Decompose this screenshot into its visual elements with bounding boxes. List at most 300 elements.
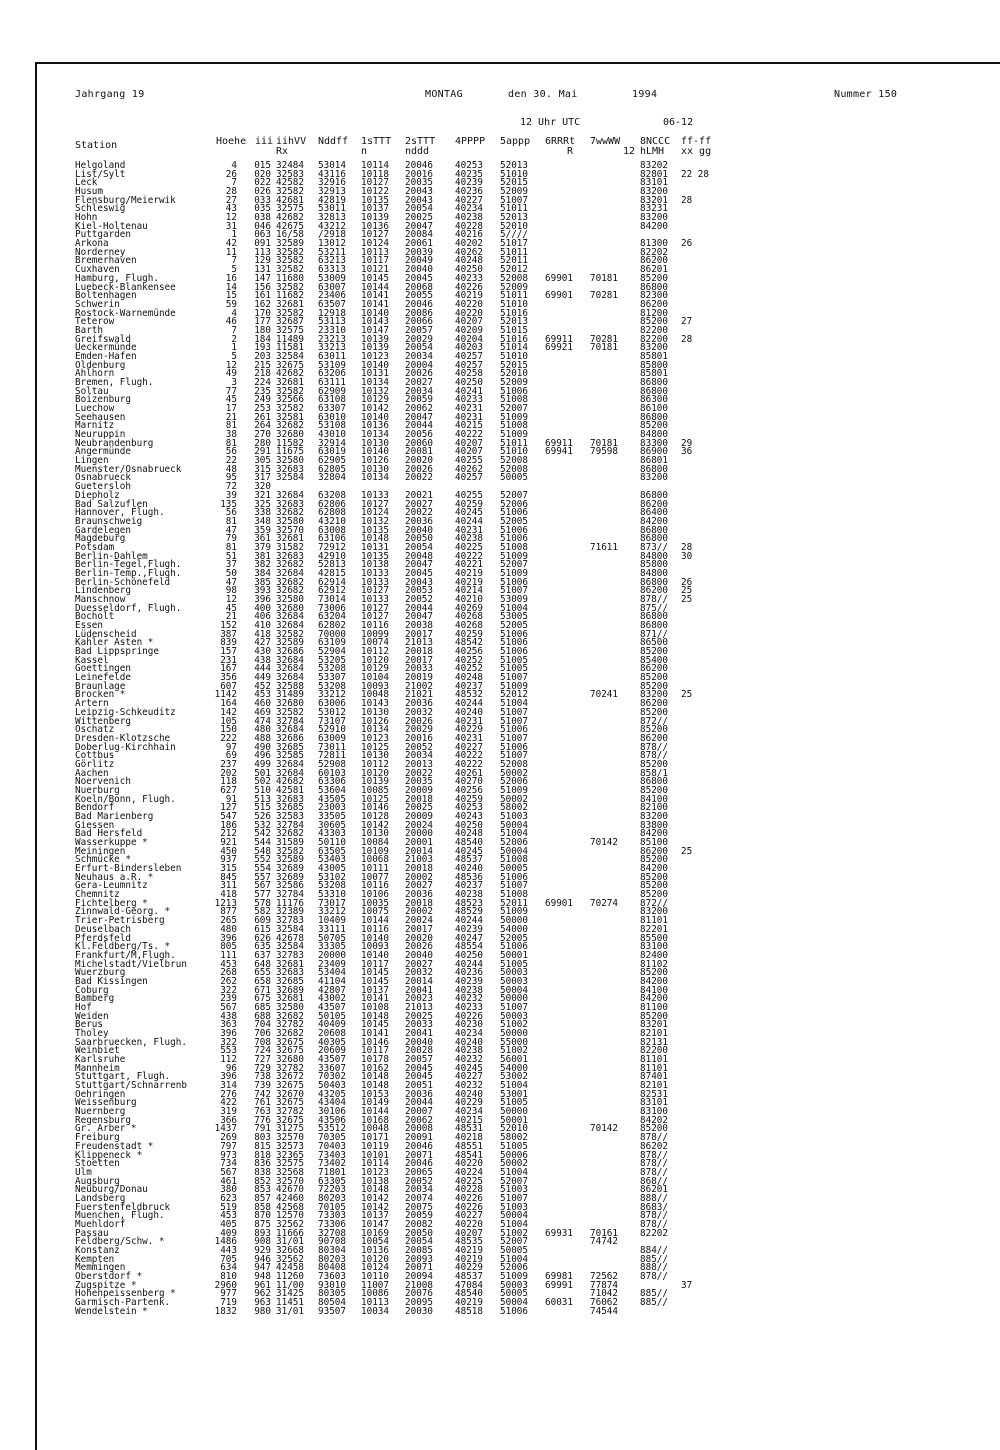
cell-8nccc: 878//	[640, 1132, 668, 1144]
cell-4pppp: 40215	[455, 420, 483, 432]
cell-8nccc: 885//	[640, 1253, 668, 1265]
cell-4pppp: 40257	[455, 472, 483, 484]
cell-1sttt: 10113	[361, 1297, 389, 1309]
cell-5appp: 51009	[500, 906, 528, 918]
cell-4pppp: 48537	[455, 1271, 483, 1283]
cell-iihvv: 32582	[276, 264, 304, 276]
cell-5appp: 50002	[500, 767, 528, 779]
cell-2sttt: 20059	[405, 394, 433, 406]
col-nddff: Nddff	[318, 136, 349, 147]
cell-station: Klippeneck *	[75, 1149, 143, 1161]
cell-1sttt: 10145	[361, 1019, 389, 1031]
cell-8nccc: 85200	[640, 672, 668, 684]
cell-1sttt: 10140	[361, 359, 389, 371]
cell-2sttt: 20059	[405, 1210, 433, 1222]
cell-1sttt: 10093	[361, 680, 389, 692]
cell-4pppp: 48537	[455, 854, 483, 866]
cell-2sttt: 20009	[405, 811, 433, 822]
cell-8nccc: 87401	[640, 1071, 668, 1083]
cell-1sttt: 10117	[361, 958, 389, 970]
cell-4pppp: 40219	[455, 576, 483, 588]
cell-1sttt: 10146	[361, 802, 389, 814]
cell-4pppp: 40261	[455, 767, 483, 779]
cell-station: Aachen	[75, 767, 109, 779]
cell-4pppp: 40239	[455, 923, 483, 935]
cell-2sttt: 20017	[405, 654, 433, 666]
cell-5appp: 51007	[500, 706, 528, 718]
cell-nddff: 53310	[318, 889, 346, 901]
cell-4pppp: 48540	[455, 837, 483, 849]
cell-8nccc: 85800	[640, 559, 668, 571]
cell-8nccc: 86200	[640, 255, 668, 267]
cell-5appp: 51005	[500, 663, 528, 675]
cell-hoehe: 387	[220, 628, 237, 640]
cell-2sttt: 20065	[405, 1166, 433, 1178]
cell-nddff: 43212	[318, 220, 346, 232]
cell-hoehe: 418	[220, 889, 237, 901]
cell-5appp: 51007	[500, 732, 528, 744]
cell-iihvv: 32582	[276, 255, 304, 267]
cell-station: Freudenstadt *	[75, 1140, 154, 1152]
cell-iii: 567	[254, 880, 271, 892]
cell-nddff: 32708	[318, 1227, 346, 1239]
cell-5appp: 51004	[500, 1166, 528, 1178]
cell-iihvv: 32684	[276, 489, 304, 501]
cell-1sttt: 10169	[361, 1227, 389, 1239]
cell-iihvv: 32589	[276, 854, 304, 866]
cell-station: Nuerburg	[75, 784, 120, 796]
cell-1sttt: 10126	[361, 455, 389, 467]
cell-station: Potsdam	[75, 541, 115, 553]
cell-5appp: 50002	[500, 793, 528, 805]
cell-nddff: 73107	[318, 715, 346, 727]
cell-5appp: 52013	[500, 212, 528, 224]
cell-4pppp: 40239	[455, 975, 483, 987]
cell-iihvv: 42460	[276, 1192, 304, 1204]
cell-iii: 317	[254, 472, 271, 484]
cell-iihvv: 32583	[276, 811, 304, 822]
cell-4pppp: 40270	[455, 776, 483, 788]
cell-iii: 908	[254, 1236, 271, 1248]
cell-4pppp: 40219	[455, 290, 483, 302]
cell-nddff: 72203	[318, 1184, 346, 1196]
cell-1sttt: 10113	[361, 246, 389, 258]
cell-5appp: 51007	[500, 1192, 528, 1204]
cell-hoehe: 4	[231, 160, 237, 171]
cell-8nccc: 86200	[640, 698, 668, 710]
cell-2sttt: 20054	[405, 342, 433, 354]
cell-station: Osnabrueck	[75, 472, 131, 484]
cell-iii: 261	[254, 411, 271, 423]
cell-8nccc: 83202	[640, 160, 668, 171]
cell-station: Bremen, Flugh.	[75, 377, 154, 388]
cell-8nccc: 86202	[640, 1140, 668, 1152]
cell-1sttt: 10138	[361, 1175, 389, 1187]
cell-station: Wendelstein *	[75, 1305, 148, 1317]
cell-nddff: 43005	[318, 863, 346, 875]
cell-iii: 948	[254, 1271, 271, 1283]
cell-iihvv: 42682	[276, 368, 304, 380]
cell-4pppp: 40255	[455, 455, 483, 467]
cell-2sttt: 20002	[405, 871, 433, 883]
cell-8nccc: 85200	[640, 706, 668, 718]
cell-5appp: 52010	[500, 220, 528, 232]
cell-station: Tholey	[75, 1028, 109, 1039]
cell-hoehe: 5	[231, 264, 237, 276]
cell-iii: 635	[254, 941, 271, 953]
cell-8nccc: 82300	[640, 290, 668, 302]
cell-hoehe: 127	[220, 802, 237, 814]
cell-station: Emden-Hafen	[75, 350, 137, 362]
cell-nddff: 53102	[318, 871, 346, 883]
cell-station: Norderney	[75, 246, 126, 258]
cell-1sttt: 10074	[361, 637, 389, 649]
cell-hoehe: 47	[225, 576, 237, 588]
cell-4pppp: 40256	[455, 646, 483, 658]
cell-4pppp: 40240	[455, 1036, 483, 1048]
cell-8nccc: 84200	[640, 220, 668, 232]
cell-station: Pferdsfeld	[75, 932, 131, 944]
cell-7wwww: 74742	[590, 1236, 618, 1248]
cell-8nccc: 83200	[640, 342, 668, 354]
cell-1sttt: 10144	[361, 915, 389, 927]
cell-hoehe: 96	[225, 1062, 237, 1074]
cell-nddff: 73402	[318, 1158, 346, 1170]
cell-nddff: 30605	[318, 819, 346, 831]
cell-iii: 460	[254, 698, 271, 710]
cell-8nccc: 84800	[640, 567, 668, 579]
cell-nddff: 63206	[318, 368, 346, 380]
cell-hoehe: 5	[231, 350, 237, 362]
cell-4pppp: 40222	[455, 750, 483, 762]
cell-iihvv: 32570	[276, 524, 304, 536]
cell-1sttt: 10131	[361, 368, 389, 380]
cell-station: Goettingen	[75, 663, 131, 675]
cell-iihvv: 32670	[276, 1088, 304, 1100]
cell-nddff: 41104	[318, 975, 346, 987]
cell-8nccc: 85200	[640, 1123, 668, 1135]
cell-1sttt: 10116	[361, 880, 389, 892]
cell-8nccc: 86800	[640, 385, 668, 397]
cell-5appp: 51004	[500, 1218, 528, 1230]
cell-5appp: 51006	[500, 576, 528, 588]
cell-nddff: 32916	[318, 177, 346, 189]
cell-2sttt: 20024	[405, 915, 433, 927]
cell-4pppp: 40207	[455, 316, 483, 328]
cell-iihvv: 32585	[276, 750, 304, 762]
cell-2sttt: 20057	[405, 1054, 433, 1066]
cell-hoehe: 43	[225, 203, 237, 215]
col-6rrrt-sub: R	[567, 146, 574, 157]
cell-station: Lingen	[75, 455, 109, 467]
cell-nddff: 63106	[318, 533, 346, 545]
cell-ffff: 29	[681, 437, 693, 449]
cell-iihvv: 32682	[276, 1010, 304, 1022]
cell-hoehe: 553	[220, 1045, 237, 1057]
cell-nddff: 63204	[318, 611, 346, 623]
cell-station: Hof	[75, 1001, 92, 1013]
cell-nddff: 62912	[318, 585, 346, 597]
cell-hoehe: 31	[225, 220, 237, 232]
cell-hoehe: 167	[220, 663, 237, 675]
cell-iihvv: 32566	[276, 394, 304, 406]
cell-hoehe: 239	[220, 993, 237, 1005]
cell-5appp: 51010	[500, 446, 528, 458]
cell-5appp: 51008	[500, 420, 528, 432]
cell-nddff: 42819	[318, 194, 346, 206]
cell-2sttt: 20074	[405, 1192, 433, 1204]
cell-8nccc: 888//	[640, 1192, 668, 1204]
cell-iii: 742	[254, 1088, 271, 1100]
cell-1sttt: 10130	[361, 463, 389, 475]
cell-iihvv: 42675	[276, 220, 304, 232]
cell-5appp: 50006	[500, 1149, 528, 1161]
cell-station: Luechow	[75, 403, 115, 415]
cell-nddff: 62808	[318, 507, 346, 519]
cell-5appp: 51005	[500, 1097, 528, 1109]
cell-iii: 022	[254, 177, 271, 189]
cell-2sttt: 20046	[405, 1140, 433, 1152]
cell-2sttt: 20014	[405, 845, 433, 857]
cell-hoehe: 118	[220, 776, 237, 788]
cell-5appp: 54000	[500, 923, 528, 935]
cell-iihvv: 11176	[276, 897, 304, 909]
cell-4pppp: 40248	[455, 255, 483, 267]
cell-nddff: 73017	[318, 897, 346, 909]
cell-iii: 815	[254, 1140, 271, 1152]
cell-station: Braunlage	[75, 680, 126, 692]
cell-5appp: 51009	[500, 784, 528, 796]
cell-2sttt: 20050	[405, 533, 433, 545]
cell-1sttt: 10110	[361, 1271, 389, 1283]
cell-iihvv: 32584	[276, 472, 304, 484]
cell-1sttt: 10130	[361, 750, 389, 762]
cell-4pppp: 40244	[455, 915, 483, 927]
cell-station: Braunschweig	[75, 515, 143, 527]
cell-8nccc: 82101	[640, 1080, 668, 1092]
cell-iii: 131	[254, 264, 271, 276]
cell-5appp: 51008	[500, 889, 528, 901]
cell-1sttt: 10133	[361, 489, 389, 501]
cell-iihvv: 32681	[276, 298, 304, 310]
cell-iihvv: 31/01	[276, 1236, 304, 1248]
cell-8nccc: 86800	[640, 611, 668, 623]
cell-hoehe: 623	[220, 1192, 237, 1204]
cell-2sttt: 20019	[405, 672, 433, 684]
cell-4pppp: 40262	[455, 463, 483, 475]
cell-4pppp: 40248	[455, 828, 483, 840]
cell-4pppp: 47084	[455, 1279, 483, 1291]
cell-1sttt: 10142	[361, 1201, 389, 1213]
cell-iii: 359	[254, 524, 271, 536]
cell-1sttt: 10114	[361, 1158, 389, 1170]
cell-station: Wittenberg	[75, 715, 131, 727]
cell-5appp: 50005	[500, 472, 528, 484]
cell-5appp: 52007	[500, 559, 528, 571]
cell-nddff: 62805	[318, 463, 346, 475]
cell-2sttt: 20018	[405, 897, 433, 909]
cell-1sttt: 10148	[361, 533, 389, 545]
cell-2sttt: 20018	[405, 793, 433, 805]
cell-station: Bad Marienberg	[75, 811, 154, 822]
cell-1sttt: 10035	[361, 897, 389, 909]
cell-8nccc: 86800	[640, 533, 668, 545]
cell-hoehe: 22	[225, 455, 237, 467]
cell-iihvv: 32681	[276, 377, 304, 388]
cell-hoehe: 59	[225, 298, 237, 310]
cell-hoehe: 37	[225, 559, 237, 571]
cell-7wwww: 76062	[590, 1297, 618, 1309]
cell-6rrrt: 69911	[545, 437, 573, 449]
cell-4pppp: 40238	[455, 889, 483, 901]
cell-iihvv: 32783	[276, 915, 304, 927]
cell-8nccc: 82131	[640, 1036, 668, 1048]
cell-iihvv: 42458	[276, 1262, 304, 1274]
cell-2sttt: 20062	[405, 1114, 433, 1126]
cell-8nccc: 82531	[640, 1088, 668, 1100]
cell-nddff: 23310	[318, 324, 346, 336]
cell-nddff: 63507	[318, 298, 346, 310]
cell-iii: 379	[254, 541, 271, 553]
cell-iihvv: 32683	[276, 550, 304, 562]
cell-5appp: 51004	[500, 828, 528, 840]
cell-nddff: 42815	[318, 567, 346, 579]
cell-nddff: 52813	[318, 559, 346, 571]
cell-iii: 838	[254, 1166, 271, 1178]
cell-8nccc: 86201	[640, 264, 668, 276]
cell-nddff: 40305	[318, 1036, 346, 1048]
cell-5appp: 52013	[500, 316, 528, 328]
cell-5appp: 51014	[500, 342, 528, 354]
cell-4pppp: 40268	[455, 620, 483, 632]
cell-8nccc: 878//	[640, 1158, 668, 1170]
cell-4pppp: 40231	[455, 403, 483, 415]
cell-iihvv: 32582	[276, 628, 304, 640]
cell-iii: 818	[254, 1149, 271, 1161]
cell-iii: 129	[254, 255, 271, 267]
cell-8nccc: 82200	[640, 324, 668, 336]
cell-8nccc: 885//	[640, 1288, 668, 1300]
cell-1sttt: 10133	[361, 567, 389, 579]
cell-nddff: /2918	[318, 229, 346, 241]
cell-1sttt: 10117	[361, 255, 389, 267]
cell-station: Ueckermünde	[75, 342, 137, 354]
cell-iii: 035	[254, 203, 271, 215]
cell-4pppp: 40245	[455, 1062, 483, 1074]
cell-station: Berus	[75, 1019, 103, 1031]
cell-hoehe: 212	[220, 828, 237, 840]
cell-1sttt: 10142	[361, 403, 389, 415]
cell-nddff: 53208	[318, 880, 346, 892]
cell-iii: 510	[254, 784, 271, 796]
cell-7wwww: 70142	[590, 837, 618, 849]
cell-5appp: 50004	[500, 1297, 528, 1309]
cell-5appp: 51010	[500, 298, 528, 310]
cell-8nccc: 86900	[640, 446, 668, 458]
cell-station: Bamberg	[75, 993, 115, 1005]
cell-hoehe: 48	[225, 463, 237, 475]
cell-1sttt: 10135	[361, 550, 389, 562]
cell-2sttt: 20024	[405, 819, 433, 831]
cell-station: Landsberg	[75, 1192, 126, 1204]
cell-nddff: 43303	[318, 828, 346, 840]
cell-station: Rostock-Warnemünde	[75, 307, 176, 319]
cell-iihvv: 32589	[276, 637, 304, 649]
cell-hoehe: 7	[231, 177, 237, 189]
cell-7wwww: 72562	[590, 1271, 618, 1283]
cell-8nccc: 86800	[640, 377, 668, 388]
cell-2sttt: 20075	[405, 1201, 433, 1213]
cell-station: Karlsruhe	[75, 1054, 126, 1066]
cell-iii: 946	[254, 1253, 271, 1265]
cell-4pppp: 48532	[455, 689, 483, 701]
cell-station: Stuttgart, Flugh.	[75, 1071, 171, 1083]
cell-iii: 449	[254, 672, 271, 684]
cell-station: Fichtelberg *	[75, 897, 148, 909]
cell-1sttt: 10148	[361, 1071, 389, 1083]
cell-station: Berlin-Dahlem	[75, 550, 148, 562]
cell-2sttt: 20047	[405, 220, 433, 232]
cell-hoehe: 1	[231, 342, 237, 354]
cell-iii: 046	[254, 220, 271, 232]
cell-8nccc: 86201	[640, 1184, 668, 1196]
cell-2sttt: 21003	[405, 854, 433, 866]
cell-hoehe: 363	[220, 1019, 237, 1031]
cell-4pppp: 40250	[455, 949, 483, 961]
cell-hoehe: 438	[220, 1010, 237, 1022]
cell-8nccc: 86200	[640, 585, 668, 597]
cell-1sttt: 10108	[361, 1001, 389, 1013]
cell-iihvv: 32584	[276, 350, 304, 362]
cell-nddff: 63010	[318, 411, 346, 423]
cell-5appp: 52008	[500, 758, 528, 770]
cell-iihvv: 31275	[276, 1123, 304, 1135]
cell-2sttt: 20054	[405, 541, 433, 553]
cell-4pppp: 40250	[455, 264, 483, 276]
volume-label: Jahrgang 19	[75, 89, 145, 100]
cell-7wwww: 70274	[590, 897, 618, 909]
cell-station: Weinbiet	[75, 1045, 120, 1057]
cell-8nccc: 86800	[640, 620, 668, 632]
cell-nddff: 73303	[318, 1210, 346, 1222]
cell-nddff: 93507	[318, 1305, 346, 1317]
cell-iii: 554	[254, 863, 271, 875]
cell-hoehe: 150	[220, 724, 237, 736]
cell-station: Muehldorf	[75, 1218, 126, 1230]
cell-4pppp: 40259	[455, 793, 483, 805]
cell-2sttt: 20008	[405, 1123, 433, 1135]
cell-iii: 418	[254, 628, 271, 640]
cell-station: Leipzig-Schkeuditz	[75, 706, 176, 718]
cell-5appp: 51011	[500, 437, 528, 449]
cell-4pppp: 48518	[455, 1305, 483, 1317]
cell-iii: 235	[254, 385, 271, 397]
cell-station: Hannover, Flugh.	[75, 507, 165, 519]
cell-iii: 338	[254, 507, 271, 519]
cell-2sttt: 20034	[405, 350, 433, 362]
cell-2sttt: 20034	[405, 385, 433, 397]
cell-station: Giessen	[75, 819, 115, 831]
cell-station: Bremerhaven	[75, 255, 137, 267]
cell-2sttt: 20026	[405, 715, 433, 727]
cell-5appp: 52005	[500, 515, 528, 527]
cell-8nccc: 878//	[640, 741, 668, 753]
cell-8nccc: 885//	[640, 1297, 668, 1309]
cell-8nccc: 82202	[640, 1227, 668, 1239]
cell-4pppp: 40219	[455, 1297, 483, 1309]
cell-8nccc: 85200	[640, 646, 668, 658]
cell-8nccc: 86200	[640, 845, 668, 857]
